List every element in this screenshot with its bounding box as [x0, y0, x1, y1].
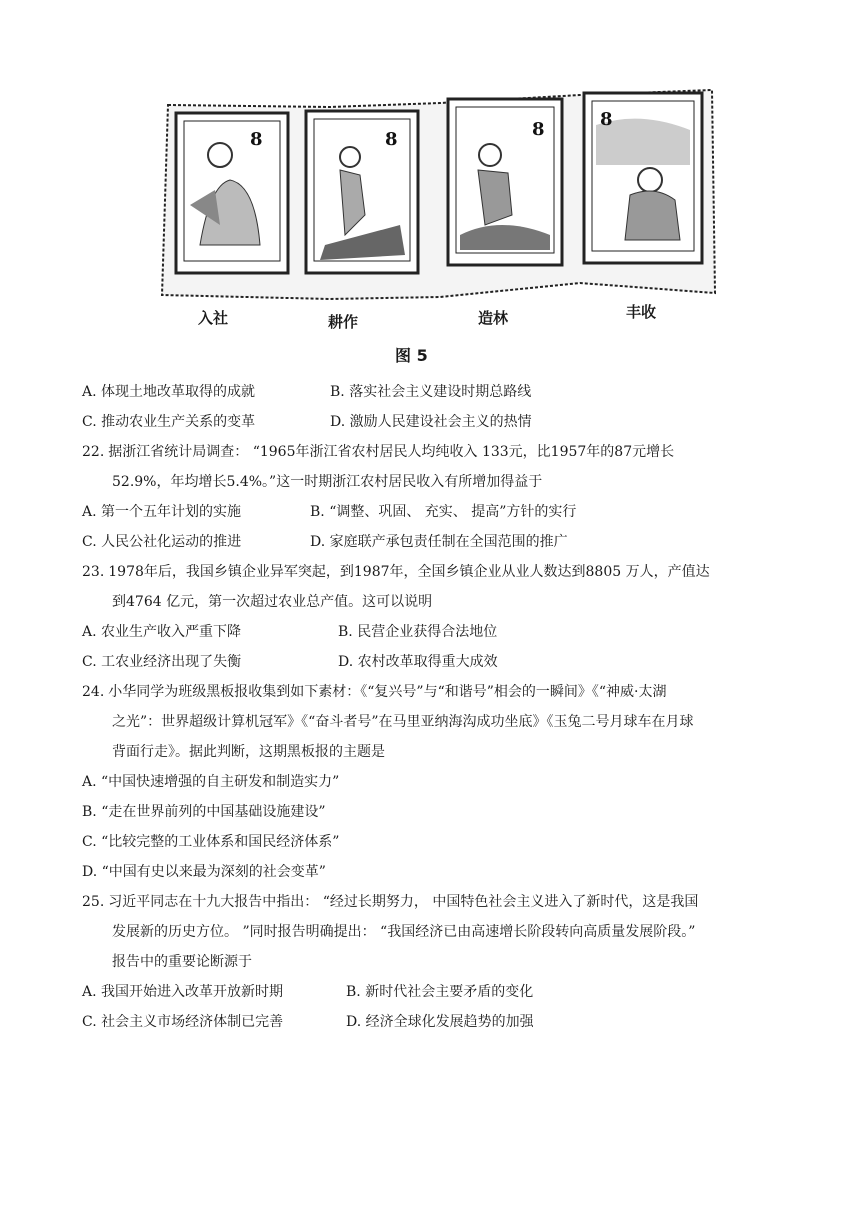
- stamp-label-1: 入社: [198, 309, 229, 327]
- svg-text:8: 8: [532, 119, 545, 140]
- q25-option-c: C. 社会主义市场经济体制已完善: [82, 1014, 284, 1030]
- q25-option-d: D. 经济全球化发展趋势的加强: [346, 1014, 534, 1030]
- q24-stem-line-2: 之光”：世界超级计算机冠军》《“奋斗者号”在马里亚纳海沟成功坐底》《玉兔二号月球车在月球: [112, 714, 694, 730]
- q23-option-d: D. 农村改革取得重大成效: [338, 654, 498, 670]
- q25-stem-line-1: 25. 习近平同志在十九大报告中指出： “经过长期努力， 中国特色社会主义进入了新时代，这是我国: [82, 894, 699, 910]
- q23-option-a: A. 农业生产收入严重下降: [82, 624, 242, 640]
- stamp-2: [306, 111, 418, 273]
- q22-option-b: B. “调整、巩固、 充实、 提高”方针的实行: [310, 504, 577, 520]
- q21-option-c: C. 推动农业生产关系的变革: [82, 414, 256, 430]
- stamp-label-3: 造林: [478, 309, 509, 327]
- q23-option-c: C. 工农业经济出现了失衡: [82, 654, 242, 670]
- stamp-1: [176, 113, 288, 273]
- q25-stem-line-3: 报告中的重要论断源于: [112, 954, 252, 970]
- q25-option-b: B. 新时代社会主要矛盾的变化: [346, 984, 534, 1000]
- stamp-label-4: 丰收: [626, 303, 657, 321]
- stamp-label-2: 耕作: [328, 313, 359, 331]
- q23-option-b: B. 民营企业获得合法地位: [338, 624, 498, 640]
- svg-text:8: 8: [250, 129, 263, 150]
- q24-option-d: D. “中国有史以来最为深刻的社会变革”: [82, 864, 326, 880]
- q21-option-d: D. 激励人民建设社会主义的热情: [330, 414, 532, 430]
- q22-stem-line-1: 22. 据浙江省统计局调查： “1965年浙江省农村居民人均纯收入 133元，比1957年的87元增长: [82, 444, 675, 460]
- figure-caption: 图 5: [395, 346, 428, 365]
- q24-option-c: C. “比较完整的工业体系和国民经济体系”: [82, 834, 340, 850]
- stamp-4: [584, 93, 702, 263]
- q24-option-b: B. “走在世界前列的中国基础设施建设”: [82, 804, 326, 820]
- stamp-figure: [160, 85, 720, 335]
- stamp-3: [448, 99, 562, 265]
- q24-option-a: A. “中国快速增强的自主研发和制造实力”: [82, 774, 340, 790]
- q25-option-a: A. 我国开始进入改革开放新时期: [82, 984, 284, 1000]
- q22-option-d: D. 家庭联产承包责任制在全国范围的推广: [310, 534, 568, 550]
- q22-option-c: C. 人民公社化运动的推进: [82, 534, 242, 550]
- svg-text:8: 8: [600, 109, 613, 130]
- q22-option-a: A. 第一个五年计划的实施: [82, 504, 242, 520]
- q24-stem-line-1: 24. 小华同学为班级黑板报收集到如下素材：《“复兴号”与“和谐号”相会的一瞬间》《“神威·太湖: [82, 684, 667, 700]
- q23-stem-line-1: 23. 1978年后，我国乡镇企业异军突起，到1987年，全国乡镇企业从业人数达到8805 万人，产值达: [82, 564, 710, 580]
- q21-option-a: A. 体现土地改革取得的成就: [82, 384, 256, 400]
- q21-option-b: B. 落实社会主义建设时期总路线: [330, 384, 532, 400]
- q24-stem-line-3: 背面行走》。据此判断，这期黑板报的主题是: [112, 744, 385, 760]
- svg-text:8: 8: [385, 129, 398, 150]
- q22-stem-line-2: 52.9%，年均增长5.4%。”这一时期浙江农村居民收入有所增加得益于: [112, 474, 543, 490]
- stamps-image: [160, 85, 720, 335]
- q25-stem-line-2: 发展新的历史方位。 ”同时报告明确提出： “我国经济已由高速增长阶段转向高质量发展阶段。”: [112, 924, 696, 940]
- q23-stem-line-2: 到4764 亿元，第一次超过农业总产值。这可以说明: [112, 594, 433, 610]
